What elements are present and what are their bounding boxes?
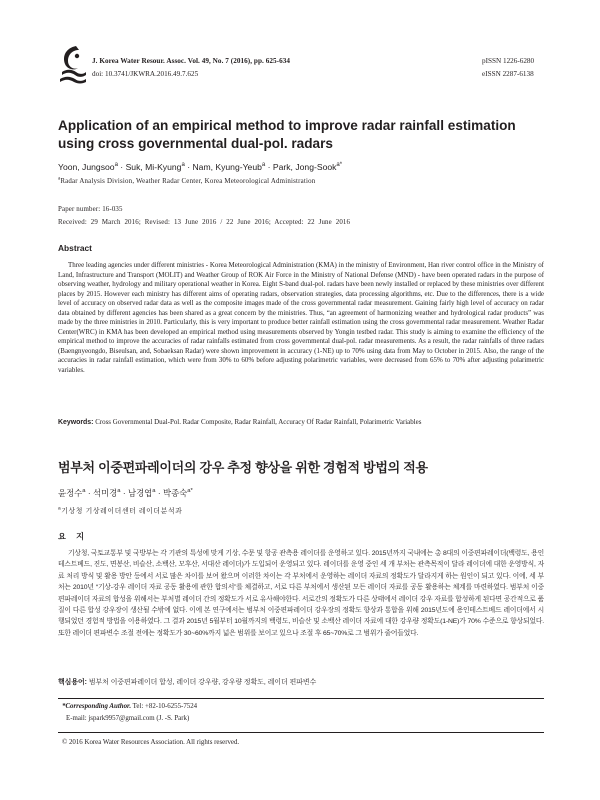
- paper-title-korean: 범부처 이중편파레이더의 강우 추정 향상을 위한 경험적 방법의 적용: [58, 460, 428, 475]
- paper-title-english: Application of an empirical method to improve radar rainfall estimation using cross governmental dual-pol. radars: [58, 118, 516, 151]
- keywords-korean: [58, 676, 316, 686]
- author-affil-mark: a: [117, 488, 121, 495]
- journal-citation: J. Korea Water Resour. Assoc. Vol. 49, No. 7 (2016), pp. 625-634: [92, 57, 290, 65]
- keywords-english: [58, 418, 544, 426]
- author-name: Yoon, Jungsoo: [58, 162, 115, 172]
- eissn: eISSN 2287-6138: [482, 70, 534, 78]
- paper-number: Paper number: 16-035: [58, 206, 123, 213]
- author-separator: ·: [85, 488, 93, 498]
- corresponding-email[interactable]: E-mail: jspark9957@gmail.com (J. -S. Park): [66, 715, 190, 722]
- author-affil-mark: a: [82, 488, 86, 495]
- author-name: Suk, Mi-Kyung: [125, 162, 182, 172]
- copyright-divider: [58, 732, 544, 733]
- author-separator: ·: [120, 488, 128, 498]
- summary-heading: 요 지: [58, 532, 89, 541]
- pissn: pISSN 1226-6280: [482, 57, 535, 65]
- corresponding-tel: Tel: +82-10-6255-7524: [131, 703, 198, 710]
- author-affil-mark: a: [261, 162, 266, 169]
- affiliation-korean: [58, 505, 182, 515]
- author-name: 박종숙: [163, 488, 188, 498]
- affiliation-text: 기상청 기상레이더센터 레이더분석과: [61, 508, 183, 515]
- author-separator: ·: [184, 162, 193, 172]
- author-name: 남경엽: [128, 488, 153, 498]
- abstract-body: Three leading agencies under different ministries - Korea Meteorological Administration (KMA) in the ministry of Environment, Han river control office in the Ministry of Land, Infrastructure and Transport (MOLIT) and Weather Group of ROK Air Force in the Ministry of National Defense (MND) - have been operated radars in the purpose of observing weather, hydrology and military operational weather in Korea. Eight S-band dual-pol. radars have been newly installed or replaced by these ministries over different places by 2015. However each ministry has different aims of operating radars, observation strategies, data processing algorithms, etc. Due to the differences, there is a wide level of accuracy on observed radar data as well as the composite images made of the cross governmental radar measurement. Gaining fairly high level of accuracy on radar data obtained by different agencies has been shared as a great concern by the ministries. Thus, “an agreement of harmonizing weather and hydrological radar products” was made by the three ministries in 2010. Particularly, this is very important to produce better rainfall estimation using the cross governmental radar measurement. Weather Radar Center(WRC) in KMA has been developed an empirical method using measurements observed by Yongin testbed radar. This study is aiming to examine the efficiency of the empirical method to improve the accuracies of radar rainfalls estimated from cross governmental dual-pol. radar measurements. As a result, the radar rainfalls of three radars (Baengnyeongdo, Biseulsan, and, Sobaeksan Radar) were shown improvement in accuracy (1-NE) up to 70% using data from May to October in 2015. Also, the range of the accuracies in radar rainfall estimation, which were from 30% to 60% before adjusting polarimetric variables, were decreased from 65% to 70% after adjusting polarimetric variables.: [58, 261, 544, 375]
- author-list-english: [58, 162, 342, 172]
- doi[interactable]: doi: 10.3741/JKWRA.2016.49.7.625: [92, 70, 199, 78]
- author-affil-mark: a*: [187, 488, 193, 495]
- summary-body: 기상청, 국토교통부 및 국방부는 각 기관의 특성에 맞게 기상, 수문 및 항공 관측용 레이더를 운영하고 있다. 2015년까지 국내에는 총 8대의 이중편파레이더(백령도, 용인테스트베드, 진도, 면봉산, 비슬산, 소백산, 모후산, 서대산 레이더)가 도입되어 운영되고 있다. 레이더를 운영 중인 세 개 부처는 관측목적이 달라 레이더에 대한 운영방식, 자료 처리 방식 및 활용 방안 등에서 서로 많은 차이를 보여 왔으며 이러한 차이는 각 부처에서 운영하는 레이더 자료의 정확도가 달라지게 하는 원인이 되고 있다. 이에, 세 부처는 2010년 “기상-강우 레이더 자료 공동 활용에 관한 합의서”를 체결하고, 서로 다른 부처에서 생산된 모든 레이더 자료를 공동 활용하는 체계를 마련하였다. 범부처 이중편파레이더 자료의 합성을 위해서는 부처별 레이더 간의 정확도가 서로 유사해야한다. 서로간의 정확도가 다른 상태에서 레이더 강우 자료를 합성하게 된다면 공간적으로 품질이 다른 합성 강우장이 생산될 수밖에 없다. 이에 본 연구에서는 범부처 이중편파레이더 강우장의 정확도 향상과 통합을 위해 2015년도에 용인테스트베드 레이더에서 시행되었던 경험적 방법을 이용하였다. 그 결과 2015년 5월부터 10월까지의 백령도, 비슬산 및 소백산 레이더 자료에 대한 강우량 정확도(1-NE)가 70% 수준으로 향상되었다. 또한 레이더 편파변수 조절 전에는 정확도가 30~60%까지 넓은 범위를 보이고 있으나 조절 후 65~70%로 그 범위가 줄어들었다.: [58, 550, 544, 637]
- abstract-heading: Abstract: [58, 243, 92, 253]
- affiliation-mark: a: [58, 506, 62, 512]
- keywords-label: 핵심용어:: [58, 679, 87, 686]
- keywords-text: Cross Governmental Dual-Pol. Radar Composite, Radar Rainfall, Accuracy Of Radar Rainfall, Polarimetric Variables: [93, 418, 422, 426]
- footnote-divider: [58, 698, 544, 699]
- keywords-label: Keywords:: [58, 419, 94, 426]
- corresponding-label: [62, 703, 131, 710]
- author-list-korean: [58, 487, 193, 499]
- keywords-text: 범부처 이중편파레이더 합성, 레이더 강우량, 강우량 정확도, 레이더 편파변수: [86, 679, 317, 686]
- author-affil-mark: a: [181, 162, 185, 169]
- journal-logo-icon: [56, 42, 86, 88]
- author-separator: ·: [265, 162, 273, 172]
- received-dates: Received: 29 March 2016; Revised: 13 June 2016 / 22 June 2016; Accepted: 22 June 2016: [58, 219, 351, 226]
- corresponding-author: [62, 703, 197, 710]
- corresponding-label-text: *Corresponding Author.: [62, 703, 132, 710]
- author-separator: ·: [155, 488, 163, 498]
- author-name: Nam, Kyung-Yeub: [192, 162, 262, 172]
- author-name: 윤정수: [58, 488, 83, 498]
- author-name: Park, Jong-Sook: [272, 162, 337, 172]
- copyright-notice: © 2016 Korea Water Resources Association. All rights reserved.: [62, 739, 240, 746]
- author-affil-mark: a: [152, 488, 156, 495]
- author-name: 석미경: [93, 488, 118, 498]
- affiliation-english: [58, 178, 315, 185]
- affiliation-mark: a: [58, 176, 61, 182]
- author-separator: ·: [117, 162, 126, 172]
- author-affil-mark: a*: [336, 162, 343, 169]
- author-affil-mark: a: [114, 162, 118, 169]
- affiliation-text: Radar Analysis Division, Weather Radar Center, Korea Meteorological Administration: [60, 178, 316, 185]
